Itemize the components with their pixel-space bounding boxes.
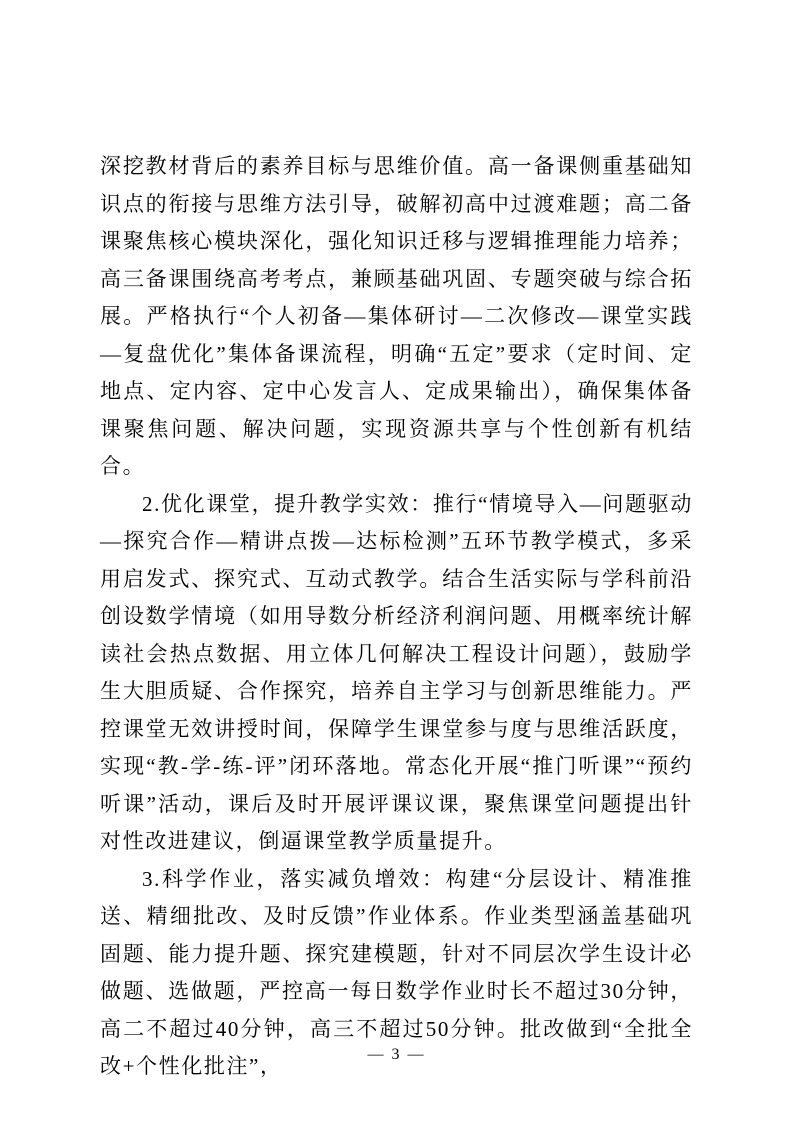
paragraph-item-3: 3.科学作业，落实减负增效：构建“分层设计、精准推送、精细批改、及时反馈”作业体系。作业类型涵盖基础巩固题、能力提升题、探究建模题，针对不同层次学生设计必做题、选做题，严控高一每日数学作业时长不超过30分钟，高二不超过40分钟，高三不超过50分钟。批改做到“全批全改+个性化批注”， [100,866,693,1078]
paragraph-item-2: 2.优化课堂，提升教学实效：推行“情境导入—问题驱动—探究合作—精讲点拨—达标检测”五环节教学模式，多采用启发式、探究式、互动式教学。结合生活实际与学科前沿创设数学情境（如用导数分析经济利润问题、用概率统计解读社会热点数据、用立体几何解决工程设计问题），鼓励学生大胆质疑、合作探究，培养自主学习与创新思维能力。严控课堂无效讲授时间，保障学生课堂参与度与思维活跃度，实现“教-学-练-评”闭环落地。常态化开展“推门听课”“预约听课”活动，课后及时开展评课议课，聚焦课堂问题提出针对性改进建议，倒逼课堂教学质量提升。 [100,491,693,853]
document-body [100,148,693,1086]
page-number: — 3 — [367,1046,426,1063]
paragraph-continuation: 深挖教材背后的素养目标与思维价值。高一备课侧重基础知识点的衔接与思维方法引导，破解初高中过渡难题；高二备课聚焦核心模块深化，强化知识迁移与逻辑推理能力培养；高三备课围绕高考考点，兼顾基础巩固、专题突破与综合拓展。严格执行“个人初备—集体研讨—二次修改—课堂实践—复盘优化”集体备课流程，明确“五定”要求（定时间、定地点、定内容、定中心发言人、定成果输出），确保集体备课聚焦问题、解决问题，实现资源共享与个性创新有机结合。 [100,154,693,478]
